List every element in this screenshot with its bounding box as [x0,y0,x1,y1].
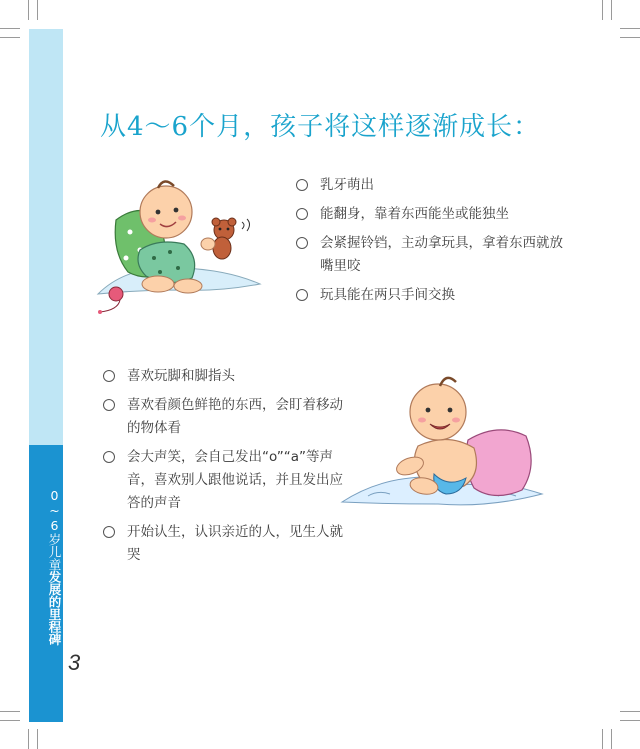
list-item-text: 喜欢玩脚和脚指头 [127,368,235,384]
list-item [296,284,571,307]
sidebar-label-bold: 发展的里程碑 [47,570,62,646]
list-item-text: 能翻身，靠着东西能坐或能独坐 [320,206,509,222]
sidebar-label-plain: 0~6岁儿童 [47,488,62,571]
list-item-text: 会紧握铃铛，主动拿玩具，拿着东西就放嘴里咬 [320,235,563,274]
crop-mark [602,729,603,749]
page-number: 3 [68,650,81,675]
list-item-text: 玩具能在两只手间交换 [320,287,455,303]
crop-mark [0,711,20,712]
list-item [103,365,353,388]
crop-mark [28,729,29,749]
milestone-list-top [296,174,571,313]
list-item-text: 乳牙萌出 [320,177,374,193]
milestone-list-bottom [103,365,353,573]
circle-bullet-icon [296,237,308,249]
baby-with-teddy-bear-illustration [88,172,268,322]
list-item [103,394,353,440]
baby-playing-with-feet-illustration [338,370,548,530]
list-item [296,203,571,226]
list-item [103,446,353,515]
circle-bullet-icon [296,289,308,301]
crop-mark [0,720,20,721]
crop-mark [0,28,20,29]
page-title: 从4～6个月，孩子将这样逐渐成长： [100,112,541,142]
list-item-text: 喜欢看颜色鲜艳的东西，会盯着移动的物体看 [127,397,343,436]
crop-mark [620,28,640,29]
circle-bullet-icon [103,451,115,463]
circle-bullet-icon [103,399,115,411]
crop-mark [37,0,38,20]
crop-mark [620,720,640,721]
list-item [103,521,353,567]
crop-mark [28,0,29,20]
circle-bullet-icon [103,526,115,538]
crop-mark [611,0,612,20]
list-item [296,174,571,197]
sidebar-label [29,452,63,682]
crop-mark [620,711,640,712]
list-item-text: 会大声笑，会自己发出“o”“a”等声音，喜欢别人跟他说话，并且发出应答的声音 [127,449,343,511]
circle-bullet-icon [296,208,308,220]
crop-mark [611,729,612,749]
circle-bullet-icon [103,370,115,382]
list-item [296,232,571,278]
crop-mark [37,729,38,749]
list-item-text: 开始认生，认识亲近的人，见生人就哭 [127,524,343,563]
circle-bullet-icon [296,179,308,191]
crop-mark [0,37,20,38]
crop-mark [602,0,603,20]
crop-mark [620,37,640,38]
